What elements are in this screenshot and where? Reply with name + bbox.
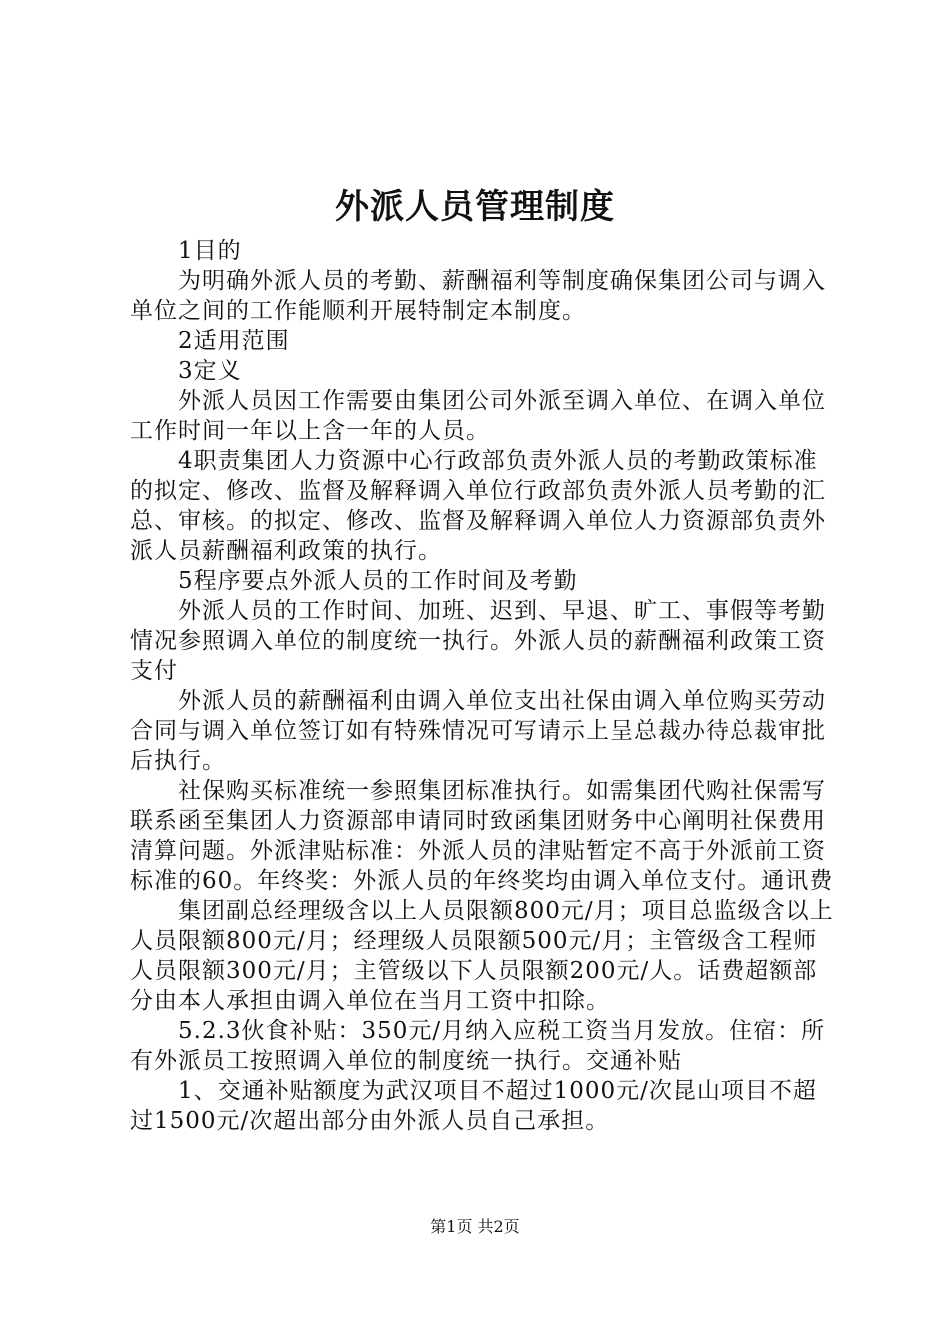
paragraph-7: 5程序要点外派人员的工作时间及考勤 bbox=[178, 568, 578, 594]
paragraph-4: 3定义 bbox=[178, 358, 242, 384]
paragraph-5: 外派人员因工作需要由集团公司外派至调入单位、在调入单位工作时间一年以上含一年的人员。 bbox=[130, 388, 826, 444]
paragraph-1: 1目的 bbox=[178, 238, 242, 264]
paragraph-8: 外派人员的工作时间、加班、迟到、早退、旷工、事假等考勤情况参照调入单位的制度统一执行。外派人员的薪酬福利政策工资支付 bbox=[130, 598, 826, 684]
document-body bbox=[130, 236, 840, 1136]
paragraph-12: 5.2.3伙食补贴：350元/月纳入应税工资当月发放。住宿：所有外派员工按照调入单位的制度统一执行。交通补贴 bbox=[130, 1018, 826, 1074]
paragraph-13: 1、交通补贴额度为武汉项目不超过1000元/次昆山项目不超过1500元/次超出部分由外派人员自己承担。 bbox=[130, 1078, 817, 1134]
paragraph-2: 为明确外派人员的考勤、薪酬福利等制度确保集团公司与调入单位之间的工作能顺利开展特制定本制度。 bbox=[130, 268, 826, 324]
paragraph-6: 4职责集团人力资源中心行政部负责外派人员的考勤政策标准的拟定、修改、监督及解释调入单位行政部负责外派人员考勤的汇总、审核。的拟定、修改、监督及解释调入单位人力资源部负责外派人员薪酬福利政策的执行。 bbox=[130, 448, 826, 564]
paragraph-3: 2适用范围 bbox=[178, 328, 290, 354]
page-footer: 第1页 共2页 bbox=[430, 1217, 520, 1236]
document-title: 外派人员管理制度 bbox=[335, 187, 615, 227]
paragraph-10: 社保购买标准统一参照集团标准执行。如需集团代购社保需写联系函至集团人力资源部申请同时致函集团财务中心阐明社保费用清算问题。外派津贴标准：外派人员的津贴暂定不高于外派前工资标准的60。年终奖：外派人员的年终奖均由调入单位支付。通讯费 bbox=[130, 778, 834, 894]
paragraph-11: 集团副总经理级含以上人员限额800元/月；项目总监级含以上人员限额800元/月；经理级人员限额500元/月；主管级含工程师人员限额300元/月；主管级以下人员限额200元/人。话费超额部分由本人承担由调入单位在当月工资中扣除。 bbox=[130, 898, 834, 1014]
paragraph-9: 外派人员的薪酬福利由调入单位支出社保由调入单位购买劳动合同与调入单位签订如有特殊情况可写请示上呈总裁办待总裁审批后执行。 bbox=[130, 688, 826, 774]
